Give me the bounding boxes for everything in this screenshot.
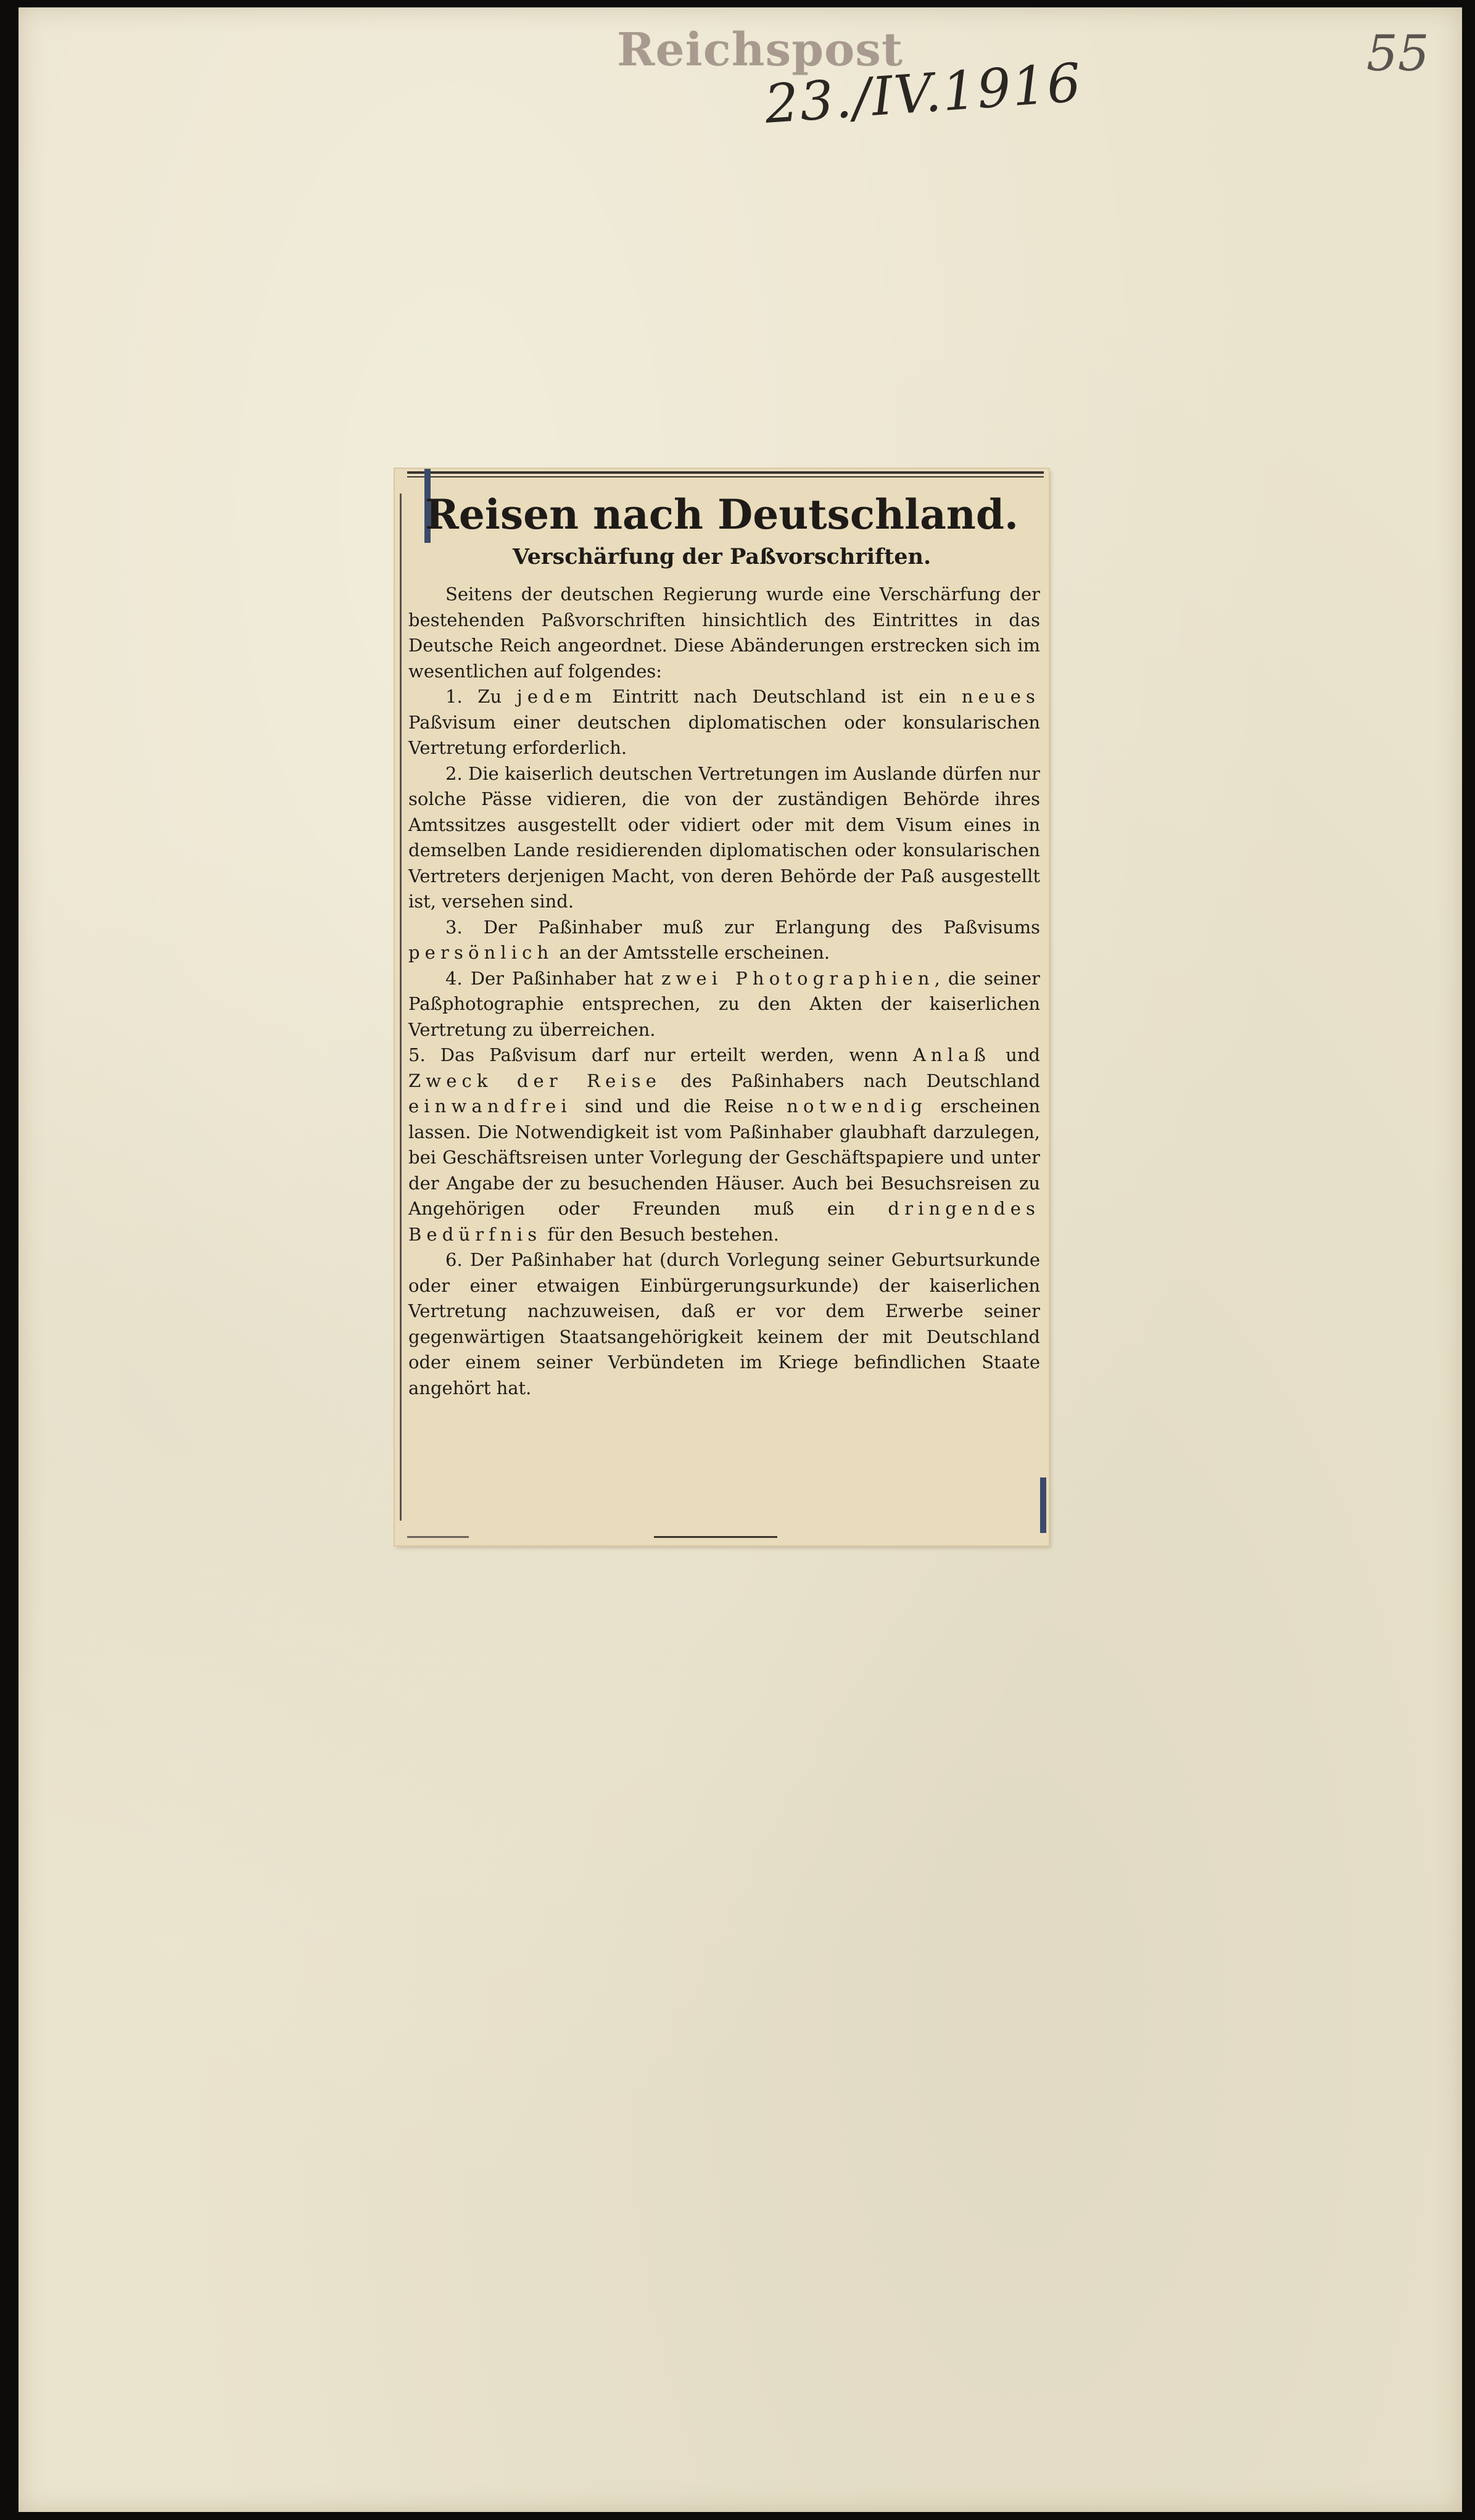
paragraph-6: 6. Der Paßinhaber hat (durch Vorlegung seiner Geburtsurkunde oder einer etwaigen Einbürgerungsurkunde) der kaiserlichen Vertretung nachzuweisen, daß er vor dem Erwerbe seiner gegenwärtigen Staatsangehörigkeit keinem der mit Deutschland oder einem seiner Verbündeten im Kriege befindlichen Staate angehört hat. (408, 1249, 1040, 1398)
blue-pencil-mark-right (1040, 1477, 1046, 1533)
p5-text-start: 5. Das Paßvisum darf nur erteilt werden, wenn (408, 1044, 913, 1065)
p1-text-mid: Eintritt nach Deutschland ist ein (597, 686, 962, 707)
folio-number: 55 (1366, 25, 1429, 82)
p5-emphasis-anlass: Anlaß (912, 1044, 991, 1065)
handwritten-date: 23./IV.1916 (762, 52, 1085, 136)
p1-emphasis-neues: neues (961, 686, 1040, 707)
p5-emphasis-notwendig: notwendig (787, 1096, 928, 1117)
p5-text-mid3: sind und die Reise (571, 1096, 787, 1117)
p5-emphasis-beduerfnis: dringendes Bedürfnis (408, 1198, 1040, 1245)
p5-text-mid1: und (991, 1044, 1040, 1065)
p5-emphasis-zweck: Zweck der Reise (408, 1070, 662, 1091)
p5-text-mid2: des Paßinhabers nach Deutschland (661, 1070, 1041, 1091)
p1-text-start: 1. Zu (445, 686, 517, 707)
p3-text-end: an der Amtsstelle erscheinen. (553, 942, 830, 963)
p4-emphasis: zwei Photographien (661, 967, 935, 989)
newspaper-stamp: Reichspost (617, 23, 904, 76)
p3-text-start: 3. Der Paßinhaber muß zur Erlangung des Paßvisums (445, 916, 1040, 938)
p5-emphasis-einwandfrei: einwandfrei (408, 1096, 572, 1117)
p1-text-end: Paßvisum einer deutschen diplomatischen oder konsularischen Vertretung erforderlich. (408, 711, 1040, 758)
p3-emphasis: persönlich (408, 942, 554, 963)
p5-text-mid4: erscheinen lassen. Die Notwendigkeit ist vom Paßinhaber glaubhaft darzulegen, bei Geschäftsreisen unter Vorlegung der Geschäftspapiere und unter der Angabe der zu besuchenden Häuser. Auch bei Besuchsreisen zu Angehörigen oder Freunden muß ein (408, 1096, 1040, 1219)
newspaper-clipping (395, 469, 1049, 1545)
top-rule-thin (407, 476, 1044, 477)
p1-emphasis-jedem: jedem (516, 686, 597, 707)
paragraph-1 (408, 684, 1040, 761)
paragraph-3 (408, 915, 1040, 966)
p4-text-end: , die seiner Paßphotographie entsprechen, zu den Akten der kaiserlichen Vertretung zu überreichen. (408, 967, 1040, 1040)
top-rule (407, 471, 1044, 474)
paragraph-4 (408, 966, 1040, 1043)
paragraph-2: 2. Die kaiserlich deutschen Vertretungen im Auslande dürfen nur solche Pässe vidieren, die von der zuständigen Behörde ihres Amtssitzes ausgestellt oder vidiert oder mit dem Visum eines in demselben Lande residierenden diplomatischen oder konsularischen Vertreters derjenigen Macht, von deren Behörde der Paß ausgestellt ist, versehen sind. (408, 762, 1040, 912)
article-headline: Reisen nach Deutschland. (425, 490, 1018, 539)
paragraph-5 (408, 1043, 1040, 1247)
p4-text-start: 4. Der Paßinhaber hat (445, 967, 662, 989)
article-subheadline: Verschärfung der Paßvorschriften. (512, 544, 932, 569)
bottom-rule-left (407, 1536, 469, 1538)
article-body (408, 582, 1040, 1401)
p5-text-end: für den Besuch bestehen. (542, 1223, 779, 1245)
margin-line (400, 494, 402, 1521)
bottom-rule (654, 1536, 777, 1538)
paragraph-intro: Seitens der deutschen Regierung wurde eine Verschärfung der bestehenden Paßvorschriften hinsichtlich des Eintrittes in das Deutsche Reich angeordnet. Diese Abänderungen erstrecken sich im wesentlichen auf folgendes: (408, 584, 1040, 682)
